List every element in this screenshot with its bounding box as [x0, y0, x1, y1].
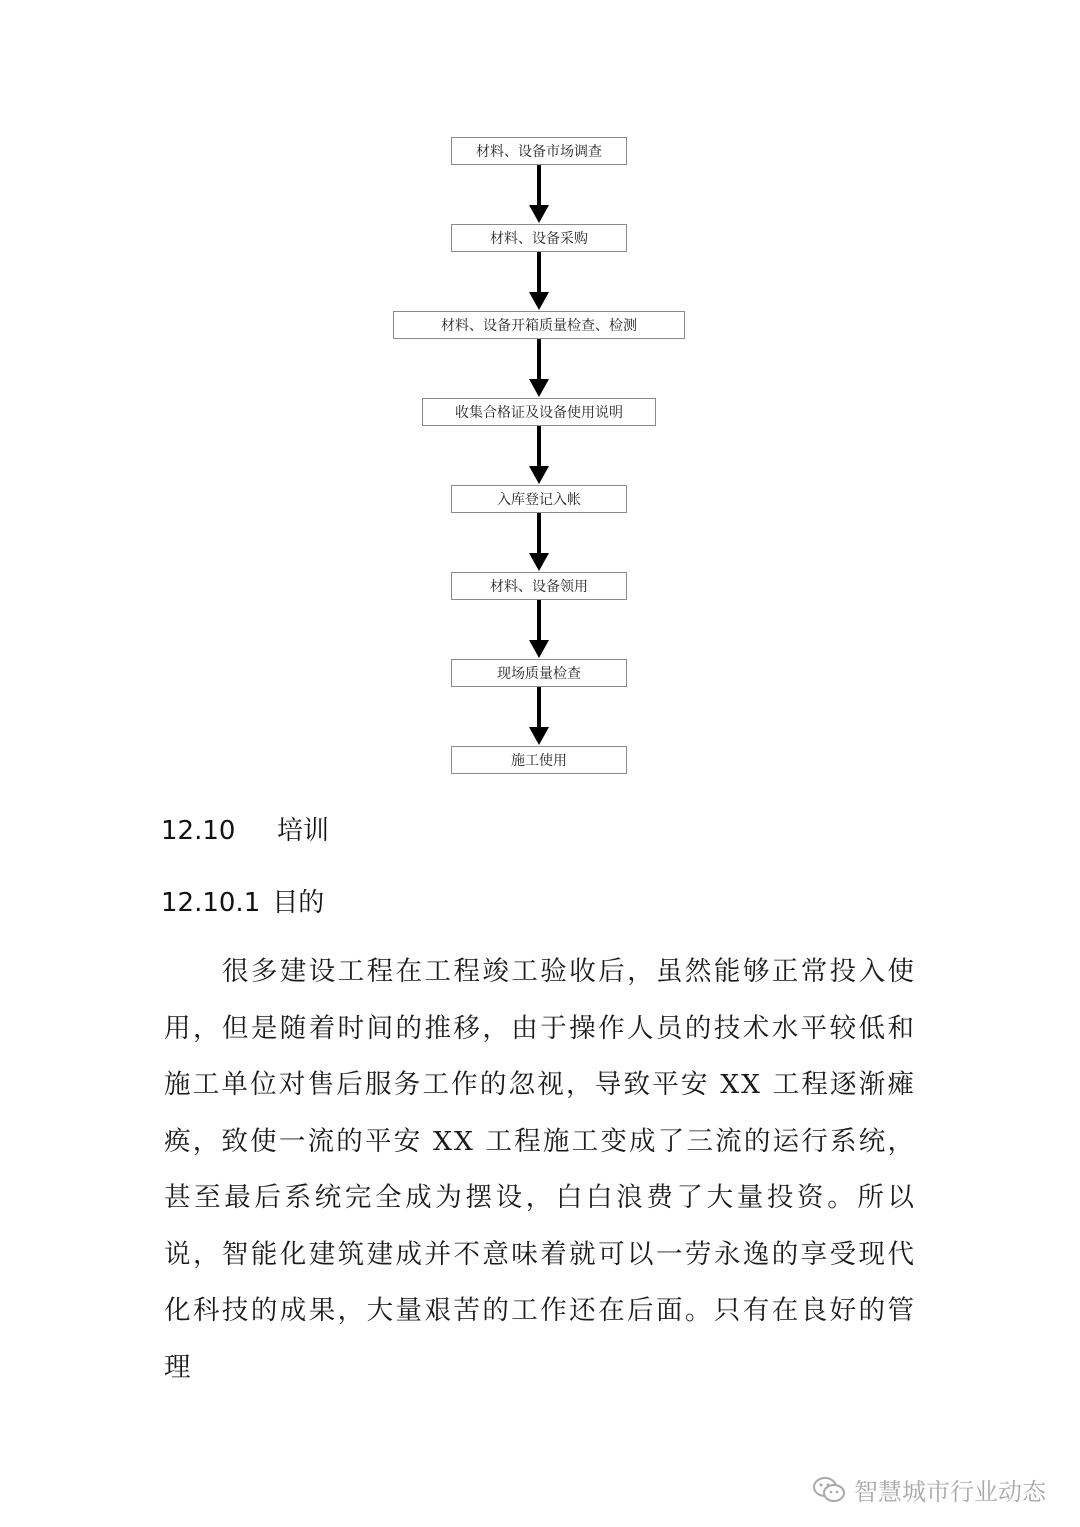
flow-arrow [527, 165, 551, 223]
subsection-heading [161, 882, 324, 919]
section-title: 培训 [277, 816, 330, 846]
flow-arrow [527, 600, 551, 658]
flow-arrow [527, 687, 551, 745]
flow-arrow [527, 513, 551, 571]
subsection-title: 目的 [272, 888, 325, 918]
watermark-text: 智慧城市行业动态 [854, 1478, 1046, 1506]
body-paragraph: 很多建设工程在工程竣工验收后，虽然能够正常投入使用，但是随着时间的推移，由于操作人员的技术水平较低和施工单位对售后服务工作的忽视，导致平安 XX 工程逐渐瘫痪，致使一流的平安 XX 工程施工变成了三流的运行系统，甚至最后系统完全成为摆设，白白浪费了大量投资。所以说，智能化建筑建成并不意味着就可以一劳永逸的享受现代化科技的成果，大量艰苦的工作还在后面。只有在良好的管理 [164, 956, 916, 1383]
wechat-icon [812, 1475, 846, 1505]
section-number: 12.10 [161, 816, 236, 846]
watermark [812, 1472, 1046, 1507]
section-heading [161, 810, 329, 847]
flow-step-requisition: 材料、设备领用 [451, 572, 627, 600]
subsection-number: 12.10.1 [161, 888, 261, 918]
flow-arrow [527, 252, 551, 310]
flow-step-market-survey: 材料、设备市场调查 [451, 137, 627, 165]
flow-step-unpack-inspection: 材料、设备开箱质量检查、检测 [393, 311, 685, 339]
flow-step-warehouse-register: 入库登记入帐 [451, 485, 627, 513]
flow-arrow [527, 426, 551, 484]
flow-step-site-inspection: 现场质量检查 [451, 659, 627, 687]
flow-step-collect-certificates: 收集合格证及设备使用说明 [422, 398, 656, 426]
flow-step-purchase: 材料、设备采购 [451, 224, 627, 252]
flow-arrow [527, 339, 551, 397]
flow-step-construction-use: 施工使用 [451, 746, 627, 774]
